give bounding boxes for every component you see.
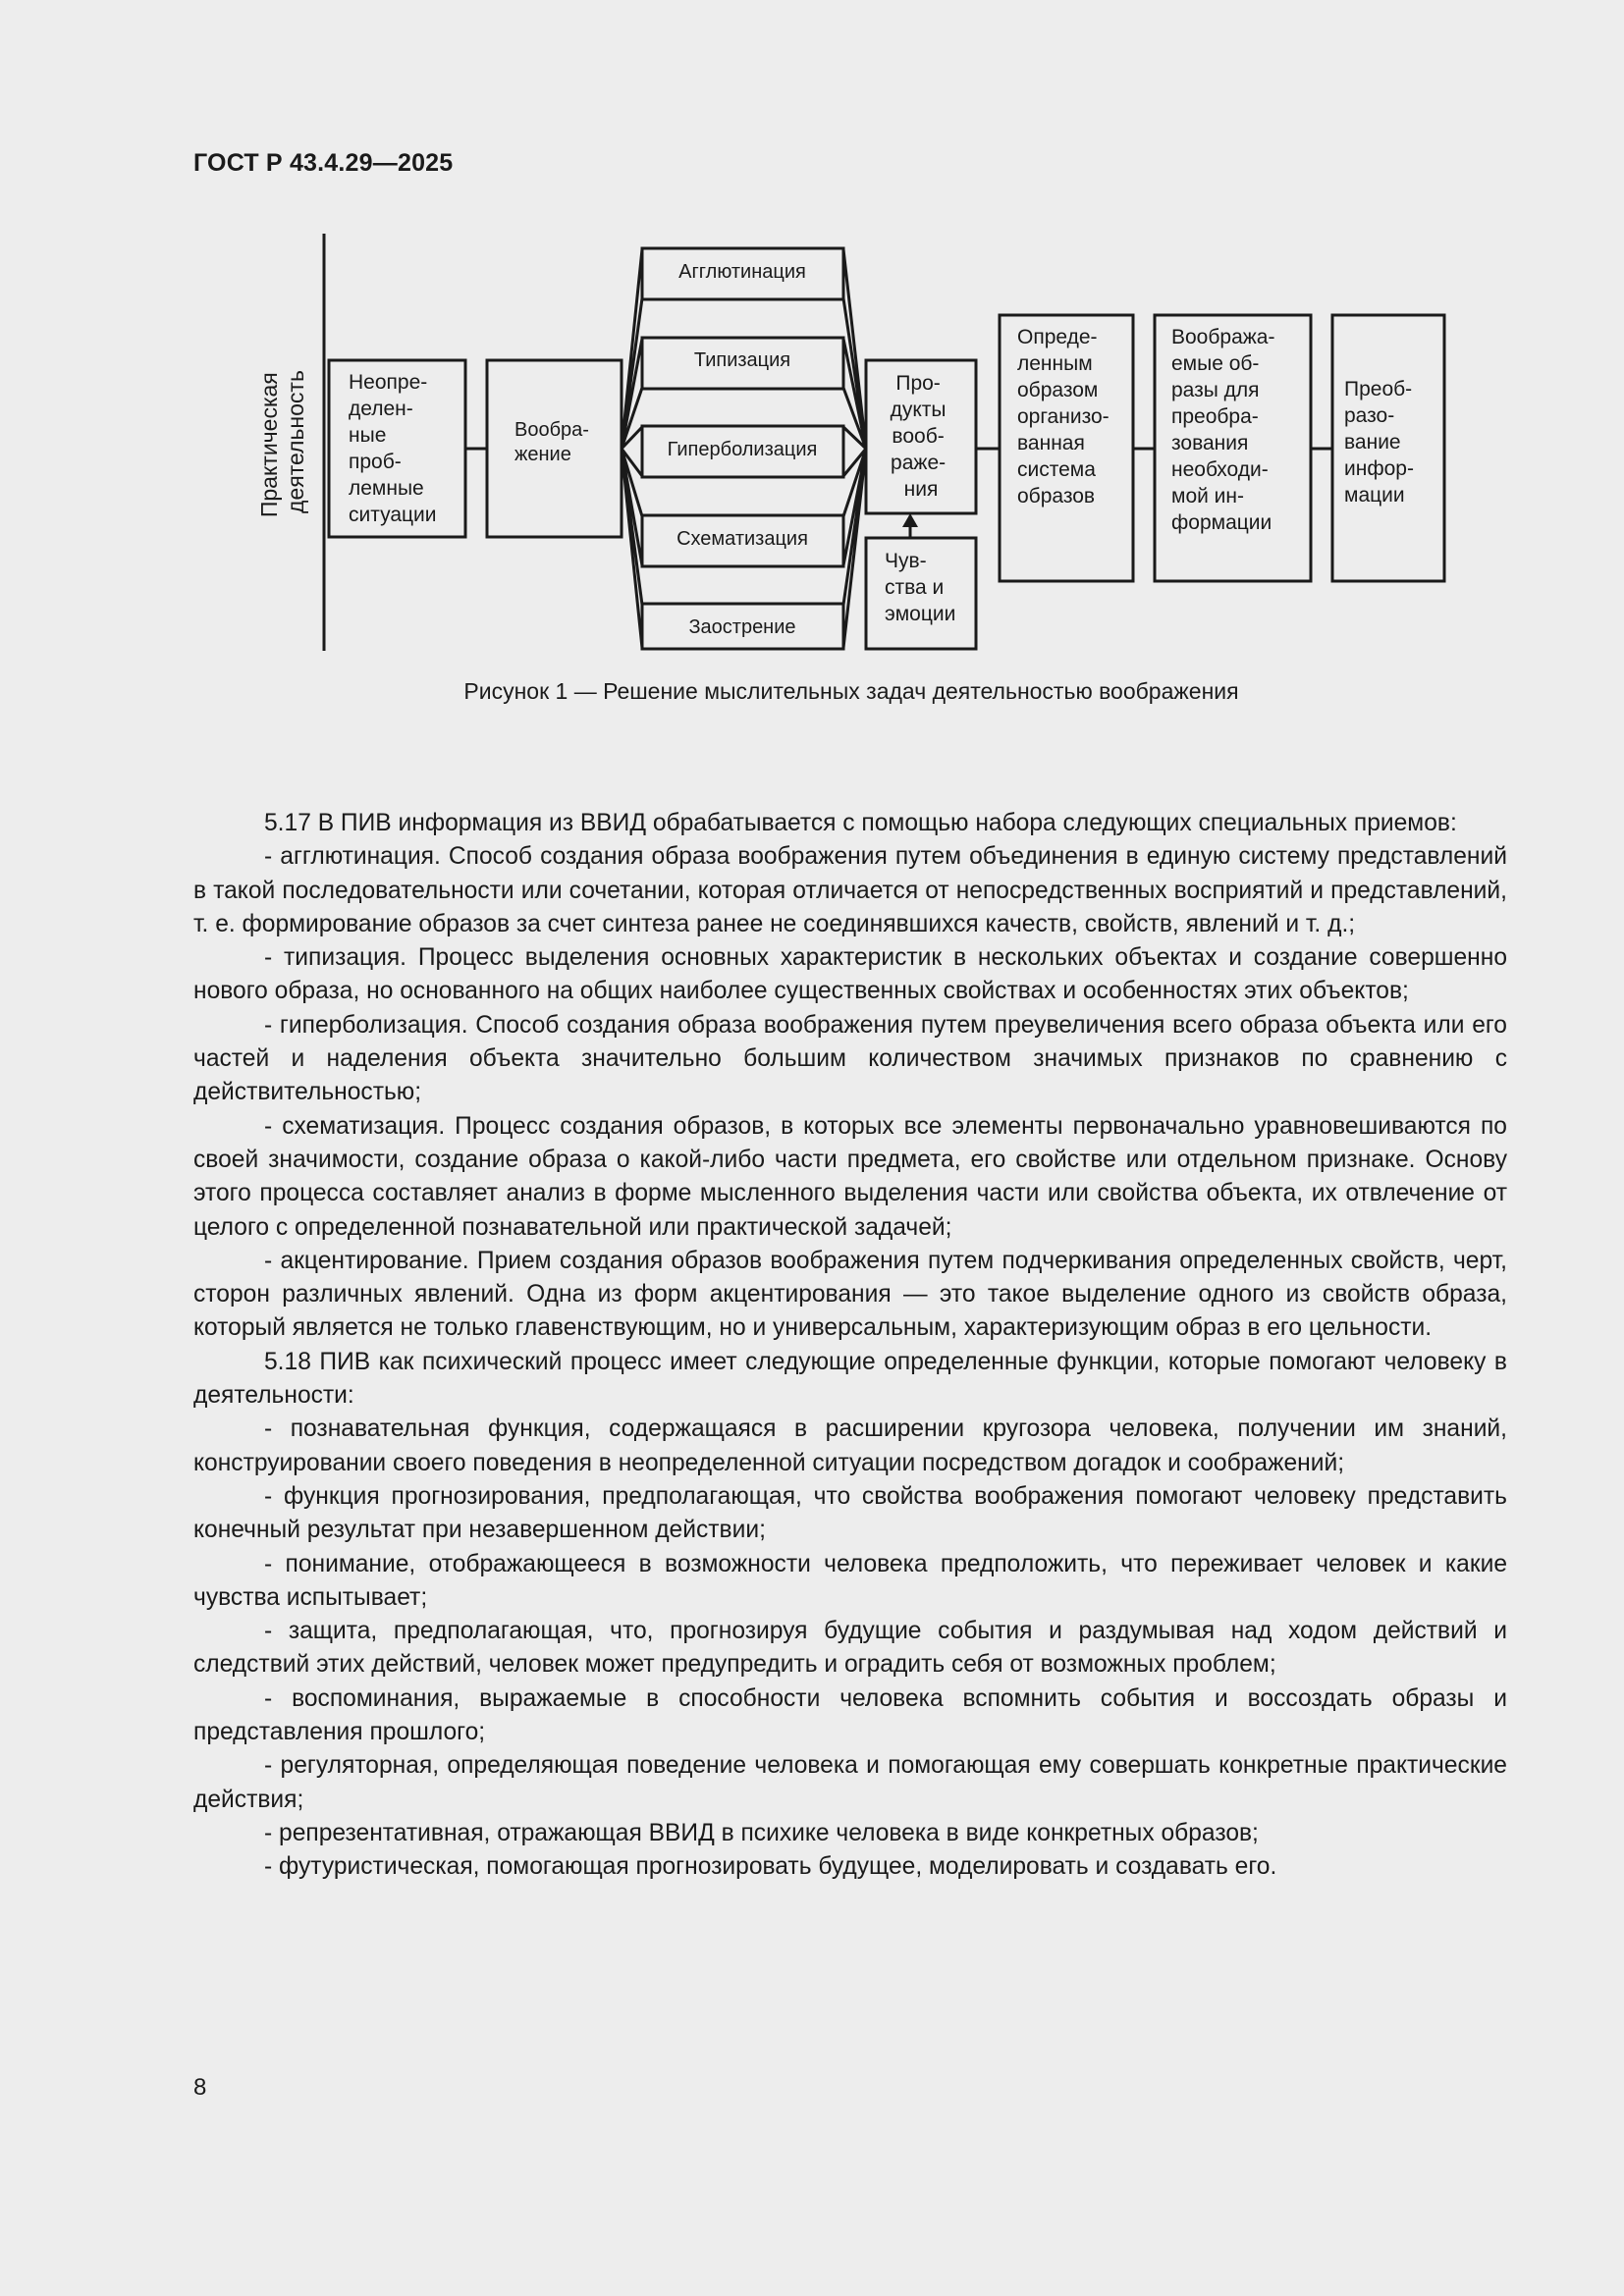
- text-line: вание: [1344, 431, 1401, 454]
- list-item: - защита, предполагающая, что, прогнозируя будущие события и раздумывая над ходом действий и следствий этих действий, человек может предупредить и оградить себя от возможных проблем;: [193, 1618, 1507, 1679]
- box-imagination-text: [514, 419, 595, 465]
- text-line: лемные: [349, 477, 424, 500]
- text-line: делен-: [349, 398, 413, 420]
- list-item: - репрезентативная, отражающая ВВИД в психике человека в виде конкретных образов;: [264, 1819, 1259, 1846]
- technique-schematization-label: Схематизация: [677, 528, 808, 550]
- box-imagined-text: [1171, 326, 1280, 534]
- fan-left: [622, 249, 642, 648]
- text-line: Вообра-: [514, 419, 589, 441]
- document-header: ГОСТ Р 43.4.29—2025: [193, 149, 454, 177]
- paragraph: 5.18 ПИВ как психический процесс имеет следующие определенные функции, которые помогают человеку в деятельности:: [193, 1348, 1507, 1410]
- text-line: образов: [1017, 485, 1096, 507]
- text-line: проб-: [349, 451, 402, 473]
- page-number: 8: [193, 2074, 207, 2101]
- text-line: Опреде-: [1017, 326, 1098, 348]
- arrow-head: [902, 513, 918, 527]
- list-item: - регуляторная, определяющая поведение человека и помогающая ему совершать конкретные практические действия;: [193, 1752, 1507, 1813]
- list-item: - понимание, отображающееся в возможности человека предположить, что переживает человек и какие чувства испытывает;: [193, 1550, 1507, 1611]
- box-system-text: [1017, 326, 1114, 507]
- text-line: вооб-: [892, 425, 945, 448]
- text-line: емые об-: [1171, 352, 1260, 375]
- text-line: Неопре-: [349, 371, 428, 394]
- text-line: разо-: [1344, 404, 1395, 427]
- fan-right: [843, 249, 866, 648]
- text-line: организо-: [1017, 405, 1110, 428]
- side-label-line-1: Практическая: [256, 372, 282, 518]
- list-item: - футуристическая, помогающая прогнозировать будущее, моделировать и создавать его.: [264, 1853, 1277, 1881]
- text-line: Вообража-: [1171, 326, 1275, 348]
- text-line: ситуации: [349, 504, 437, 526]
- text-line: ные: [349, 424, 387, 447]
- technique-hyperbolization-label: Гиперболизация: [667, 439, 818, 460]
- text-line: дукты: [890, 399, 947, 421]
- text-line: раже-: [891, 452, 947, 474]
- list-item: - агглютинация. Способ создания образа воображения путем объединения в единую систему представлений в такой последовательности или сочетании, которая отличается от непосредственных восприятий и представлений, т. е. формирование образов за счет синтеза ранее не соединявшихся качеств, свойств, явлений и т. д.;: [193, 843, 1507, 937]
- text-line: ванная: [1017, 432, 1085, 454]
- text-line: ства и: [885, 576, 945, 599]
- body-text: [193, 807, 1507, 1885]
- text-line: необходи-: [1171, 458, 1269, 481]
- text-line: эмоции: [885, 603, 956, 625]
- list-item: - функция прогнозирования, предполагающая, что свойства воображения помогают человеку представить конечный результат при незавершенном действии;: [193, 1482, 1507, 1544]
- side-label-line-2: деятельность: [283, 370, 308, 513]
- text-line: Чув-: [885, 550, 927, 572]
- text-line: система: [1017, 458, 1096, 481]
- figure-caption: Рисунок 1 — Решение мыслительных задач деятельностью воображения: [463, 678, 1239, 704]
- technique-typification-label: Типизация: [693, 349, 791, 371]
- list-item: - гиперболизация. Способ создания образа воображения путем преувеличения всего образа объекта или его частей и наделения объекта значительно большим количеством значимых признаков по сравнению с действительностью;: [193, 1011, 1507, 1106]
- box-problems-text: [349, 371, 437, 526]
- list-item: - воспоминания, выражаемые в способности человека вспомнить события и воссоздать образы и представления прошлого;: [193, 1684, 1507, 1746]
- figure-diagram: [0, 0, 1624, 687]
- list-item: - познавательная функция, содержащаяся в расширении кругозора человека, получении им знаний, конструировании своего поведения в неопределенной ситуации посредством догадок и соображений;: [193, 1415, 1507, 1476]
- text-line: образом: [1017, 379, 1099, 401]
- technique-agglutination-label: Агглютинация: [678, 261, 806, 283]
- text-line: жение: [514, 444, 571, 465]
- technique-sharpening-label: Заострение: [688, 616, 796, 638]
- text-line: ленным: [1017, 352, 1093, 375]
- text-line: преобра-: [1171, 405, 1259, 428]
- paragraph: 5.17 В ПИВ информация из ВВИД обрабатывается с помощью набора следующих специальных приемов:: [264, 810, 1457, 836]
- text-line: формации: [1171, 511, 1272, 534]
- text-line: инфор-: [1344, 457, 1414, 480]
- list-item: - типизация. Процесс выделения основных характеристик в нескольких объектах и создание совершенно нового образа, но основанного на общих наиболее существенных свойствах и особенностях этих объектов;: [193, 944, 1507, 1005]
- box-feelings-text: [885, 550, 955, 625]
- box-transform-text: [1344, 378, 1420, 507]
- box-products-text: [891, 372, 952, 501]
- text-line: Про-: [895, 372, 941, 395]
- text-line: мации: [1344, 484, 1405, 507]
- list-item: - схематизация. Процесс создания образов, в которых все элементы первоначально уравновешиваются по своей значимости, создание образа о какой-либо части предмета, его свойстве или отдельном признаке. Основу этого процесса составляет анализ в форме мысленного выделения части или свойства объекта, их отвлечение от целого с определенной познавательной или практической задачей;: [193, 1112, 1507, 1241]
- text-line: разы для: [1171, 379, 1260, 401]
- list-item: - акцентирование. Прием создания образов воображения путем подчеркивания определенных свойств, черт, сторон различных явлений. Одна из форм акцентирования — это такое выделение одного из свойств образа, который является не только главенствующим, но и универсальным, характеризующим образ в его цельности.: [193, 1247, 1507, 1342]
- text-line: Преоб-: [1344, 378, 1413, 400]
- text-line: ния: [903, 478, 939, 501]
- text-line: мой ин-: [1171, 485, 1245, 507]
- text-line: зования: [1171, 432, 1249, 454]
- side-label: [256, 366, 308, 517]
